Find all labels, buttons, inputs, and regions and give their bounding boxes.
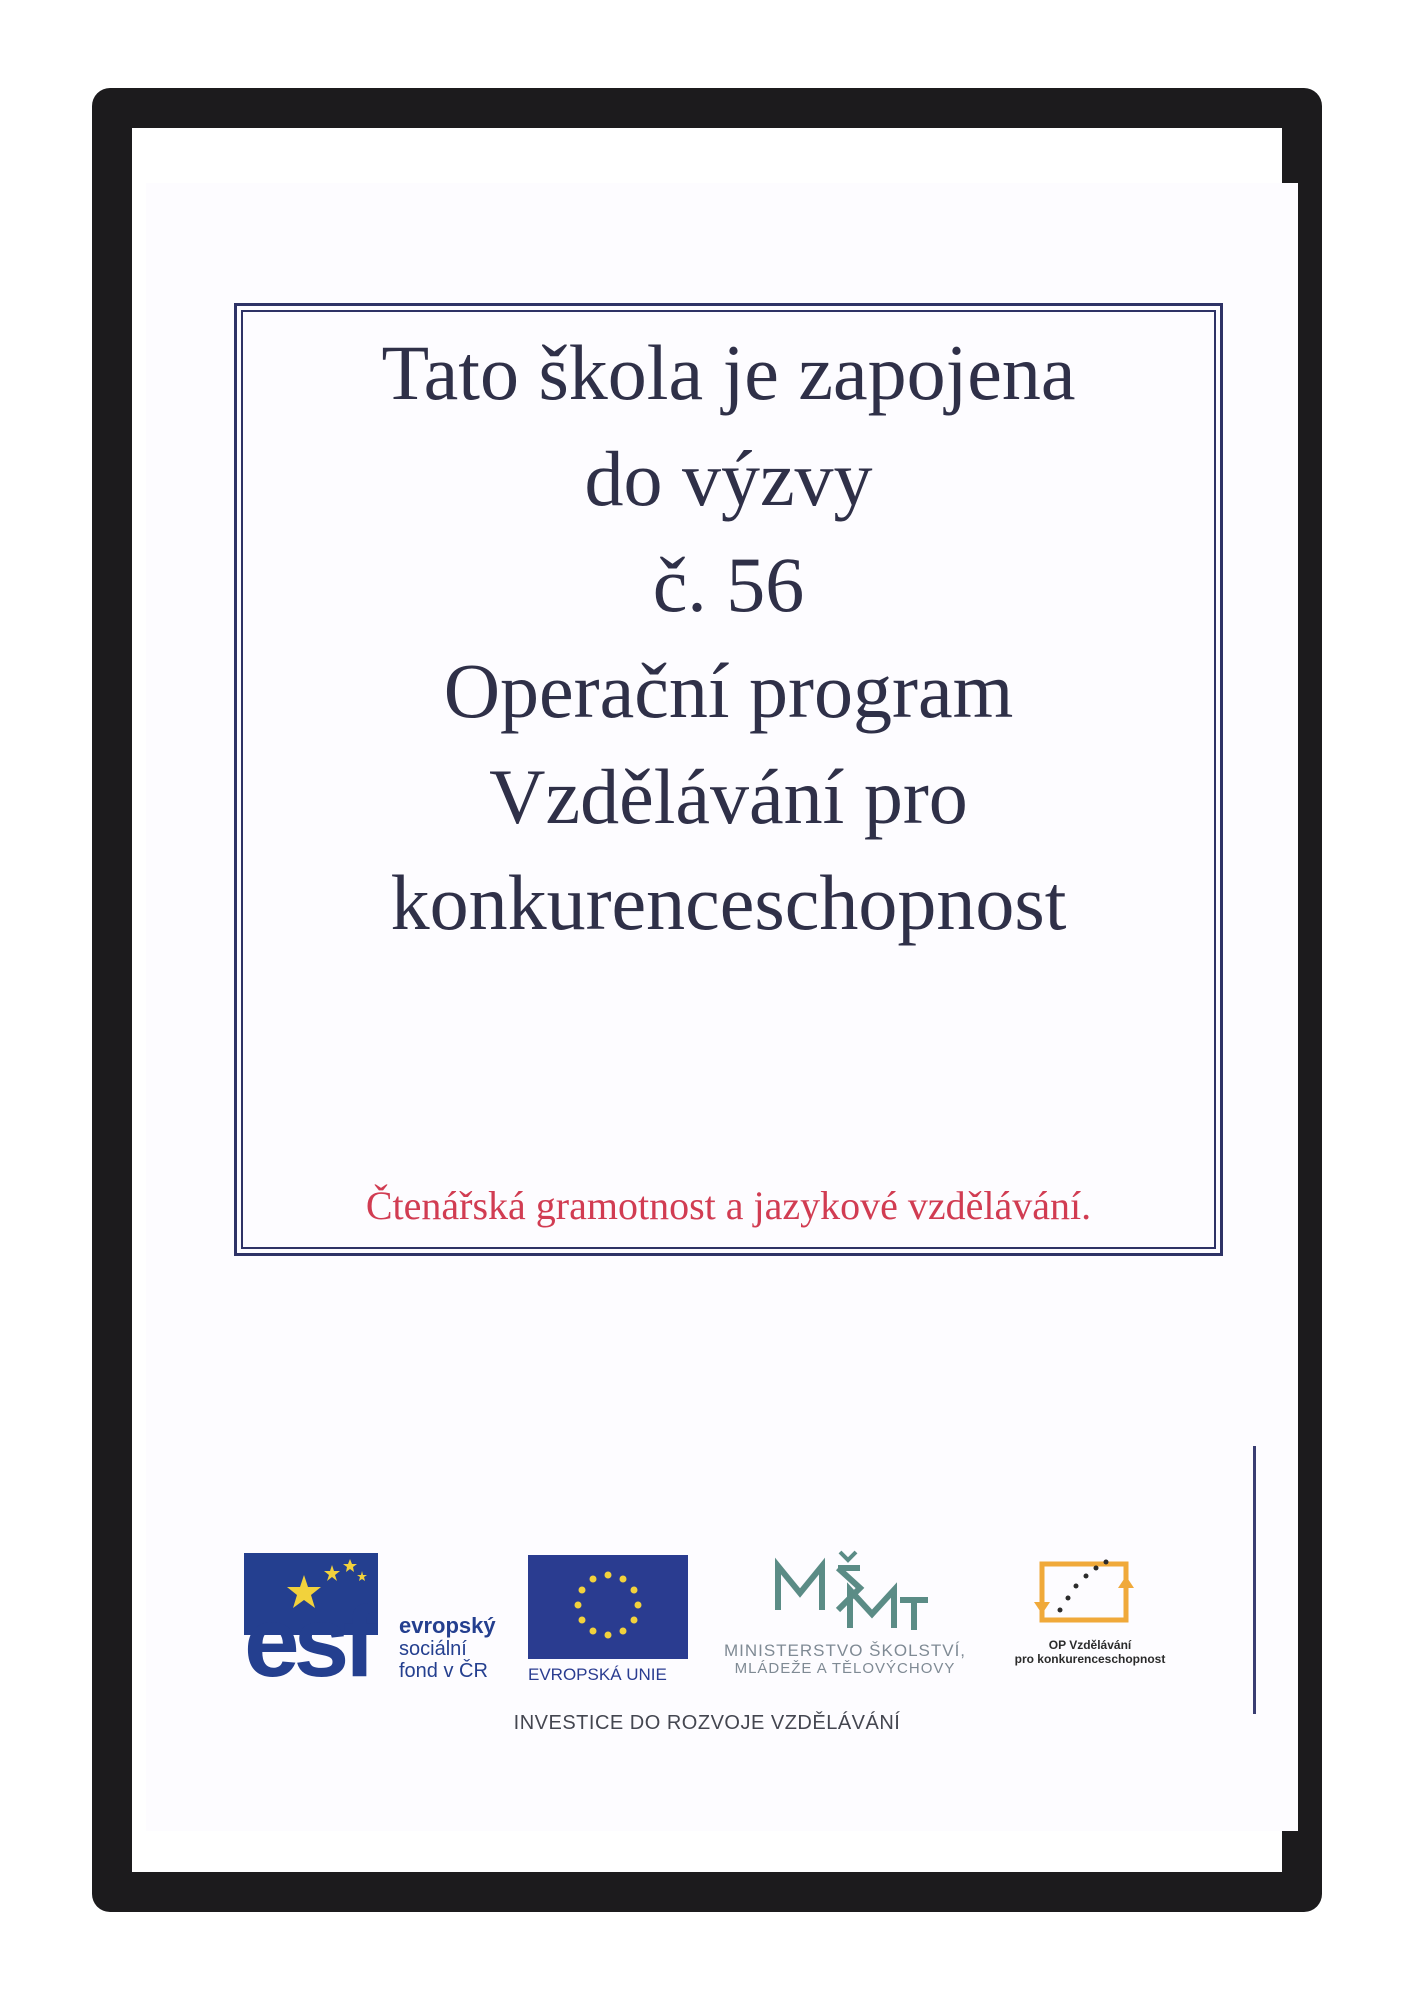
opvk-emblem-icon xyxy=(1030,1548,1150,1633)
msmt-caption-line: MINISTERSTVO ŠKOLSTVÍ, xyxy=(723,1641,967,1660)
esf-caption-line: fond v ČR xyxy=(399,1660,488,1682)
msmt-caption xyxy=(700,1642,990,1677)
title-line: č. 56 xyxy=(652,541,805,628)
eu-logo xyxy=(528,1555,693,1685)
esf-caption-line: evropský xyxy=(399,1613,496,1638)
title-line: Operační program xyxy=(443,647,1014,734)
title-line: Tato škola je zapojena xyxy=(381,329,1076,416)
esf-logo xyxy=(244,1553,514,1698)
investice-tagline: INVESTICE DO ROZVOJE VZDĚLÁVÁNÍ xyxy=(513,1712,901,1734)
eu-stars-icon xyxy=(528,1555,688,1659)
esf-caption-line: sociální xyxy=(399,1638,467,1660)
eu-caption: EVROPSKÁ UNIE xyxy=(528,1665,667,1684)
title-line: do výzvy xyxy=(584,435,873,522)
opvk-caption-line: OP Vzdělávání xyxy=(1048,1638,1132,1652)
msmt-emblem-icon xyxy=(700,1538,990,1638)
poster-subtitle: Čtenářská gramotnost a jazykové vzdělávání. xyxy=(365,1183,1092,1228)
esf-wordmark: esf xyxy=(244,1586,371,1698)
poster-title xyxy=(237,320,1220,956)
sheet-edge-line xyxy=(1253,1446,1256,1714)
opvk-caption-line: pro konkurenceschopnost xyxy=(1014,1652,1166,1666)
msmt-logo xyxy=(700,1538,990,1683)
opvk-caption xyxy=(990,1638,1190,1666)
eu-flag xyxy=(528,1555,688,1659)
esf-caption xyxy=(399,1615,496,1682)
title-box xyxy=(234,303,1223,1256)
title-line: konkurenceschopnost xyxy=(390,859,1067,946)
title-line: Vzdělávání pro xyxy=(489,753,968,840)
msmt-caption-line: MLÁDEŽE A TĚLOVÝCHOVY xyxy=(734,1660,956,1677)
opvk-logo xyxy=(1010,1548,1170,1688)
